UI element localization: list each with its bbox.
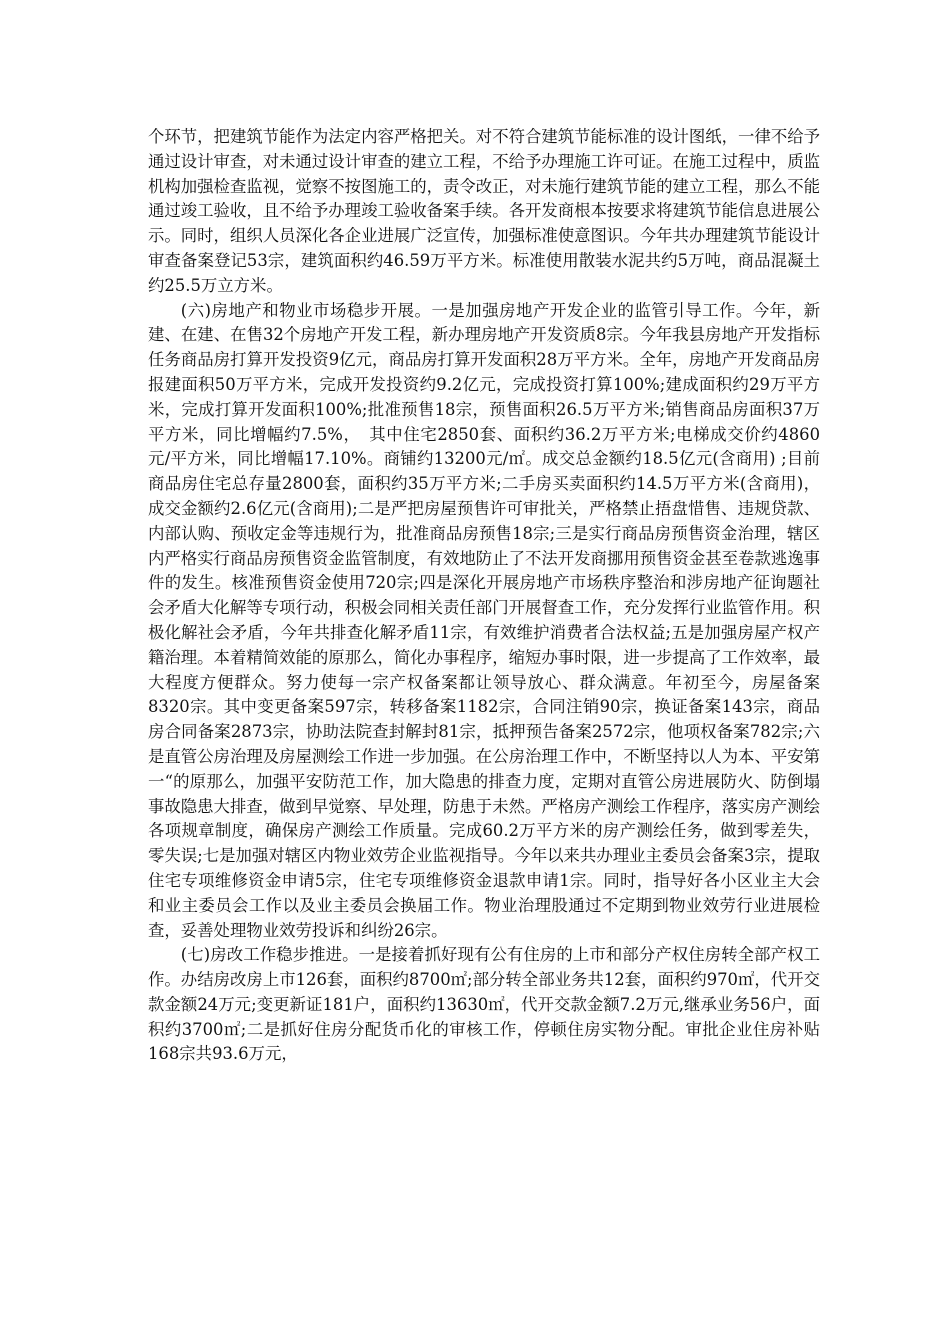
document-body (148, 125, 820, 1067)
paragraph-energy-saving: 个环节，把建筑节能作为法定内容严格把关。对不符合建筑节能标准的设计图纸，一律不给予通过设计审查，对未通过设计审查的建立工程，不给予办理施工许可证。在施工过程中，质监机构加强检查监视，觉察不按图施工的，责令改正，对未施行建筑节能的建立工程，那么不能通过竣工验收，且不给予办理竣工验收备案手续。各开发商根本按要求将建筑节能信息进展公示。同时，组织人员深化各企业进展广泛宣传，加强标准使意图识。今年共办理建筑节能设计审查备案登记53宗，建筑面积约46.59万平方米。标准使用散装水泥共约5万吨，商品混凝土约25.5万立方米。 (148, 127, 821, 295)
paragraph-real-estate-market: (六)房地产和物业市场稳步开展。一是加强房地产开发企业的监管引导工作。今年，新建、在建、在售32个房地产开发工程，新办理房地产开发资质8宗。今年我县房地产开发指标任务商品房打算开发投资9亿元，商品房打算开发面积28万平方米。全年，房地产开发商品房报建面积50万平方米，完成开发投资约9.2亿元，完成投资打算100%;建成面积约29万平方米，完成打算开发面积100%;批准预售18宗，预售面积26.5万平方米;销售商品房面积37万平方米，同比增幅约7.5%， 其中住宅2850套、面积约36.2万平方米;电梯成交价约4860元/平方米，同比增幅17.10%。商铺约13200元/㎡。成交总金额约18.5亿元(含商用) ;目前商品房住宅总存量2800套，面积约35万平方米;二手房买卖面积约14.5万平方米(含商用)，成交金额约2.6亿元(含商用);二是严把房屋预售许可审批关，严格禁止捂盘惜售、违规贷款、内部认购、预收定金等违规行为，批准商品房预售18宗;三是实行商品房预售资金治理，辖区内严格实行商品房预售资金监管制度，有效地防止了不法开发商挪用预售资金甚至卷款逃逸事件的发生。核准预售资金使用720宗;四是深化开展房地产市场秩序整治和涉房地产征询题社会矛盾大化解等专项行动，积极会同相关责任部门开展督查工作，充分发挥行业监管作用。积极化解社会矛盾，今年共排查化解矛盾11宗，有效维护消费者合法权益;五是加强房屋产权产籍治理。本着精简效能的原那么，简化办事程序，缩短办事时限，进一步提高了工作效率，最大程度方便群众。努力使每一宗产权备案都让领导放心、群众满意。年初至今，房屋备案8320宗。其中变更备案597宗，转移备案1182宗，合同注销90宗，换证备案143宗，商品房合同备案2873宗，协助法院查封解封81宗，抵押预告备案2572宗，他项权备案782宗;六是直管公房治理及房屋测绘工作进一步加强。在公房治理工作中，不断坚持以人为本、平安第一“的原那么，加强平安防范工作，加大隐患的排查力度，定期对直管公房进展防火、防倒塌事故隐患大排查，做到早觉察、早处理，防患于未然。严格房产测绘工作程序，落实房产测绘各项规章制度，确保房产测绘工作质量。完成60.2万平方米的房产测绘任务，做到零差失，零失误;七是加强对辖区内物业效劳企业监视指导。今年以来共办理业主委员会备案3宗，提取住宅专项维修资金申请5宗，住宅专项维修资金退款申请1宗。同时，指导好各小区业主大会和业主委员会工作以及业主委员会换届工作。物业治理股通过不定期到物业效劳行业进展检查，妥善处理物业效劳投诉和纠纷26宗。 (148, 300, 821, 940)
paragraph-housing-reform: (七)房改工作稳步推进。一是接着抓好现有公有住房的上市和部分产权住房转全部产权工作。办结房改房上市126套，面积约8700㎡;部分转全部业务共12套，面积约970㎡，代开交款金额24万元;变更新证181户，面积约13630㎡，代开交款金额7.2万元,继承业务56户，面积约3700㎡;二是抓好住房分配货币化的审核工作，停顿住房实物分配。审批企业住房补贴168宗共93.6万元， (148, 945, 820, 1064)
